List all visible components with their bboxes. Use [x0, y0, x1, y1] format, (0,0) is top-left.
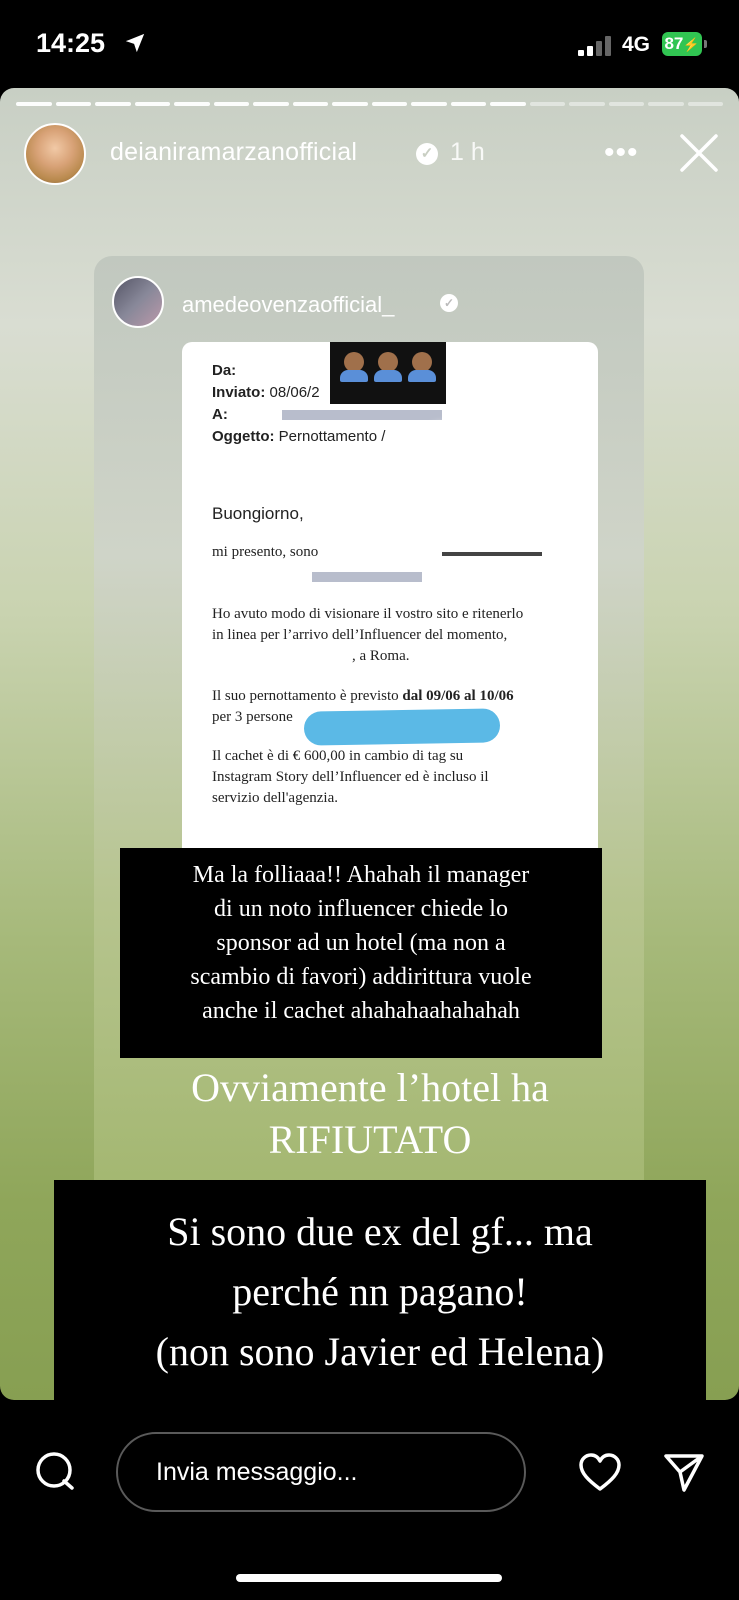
redaction-blur — [252, 360, 322, 378]
status-bar — [0, 0, 739, 88]
reshared-author-username[interactable]: amedeovenzaofficial_ — [182, 292, 395, 317]
more-icon[interactable]: ••• — [604, 136, 639, 169]
person-emoji-icon — [374, 352, 402, 382]
story-caption: Si sono due ex del gf... ma perché nn pagano! (non sono Javier ed Helena) — [54, 1180, 706, 1400]
emoji-sticker — [330, 342, 446, 404]
redaction-blur — [432, 430, 562, 448]
email-screenshot — [182, 342, 598, 858]
story-progress-bar — [16, 102, 723, 106]
email-subject: Oggetto: Pernottamento / — [212, 428, 386, 445]
battery-nub — [704, 40, 707, 48]
send-icon[interactable] — [662, 1450, 706, 1494]
email-paragraph-3: Il cachet è di € 600,00 in cambio di tag su Instagram Story dell’Influencer ed è incluso il servizio dell'agenzia. — [212, 748, 489, 806]
email-paragraph-1: Ho avuto modo di visionare il vostro sito e ritenerlo in linea per l’arrivo dell’Influencer del momento, , a Roma. — [212, 606, 524, 664]
verified-badge-icon: ✓ — [416, 143, 438, 165]
reply-bar — [0, 1400, 739, 1600]
story-time-ago: 1 h — [450, 138, 485, 166]
reshared-author-avatar[interactable] — [112, 276, 164, 328]
battery-icon: 87⚡ — [662, 32, 702, 56]
email-paragraph-2: Il suo pernottamento è previsto dal 09/06 al 10/06 per 3 persone — [212, 688, 514, 725]
redaction-blur — [462, 362, 582, 380]
author-avatar[interactable] — [24, 123, 86, 185]
message-input[interactable] — [116, 1432, 526, 1512]
redaction-pixels — [282, 410, 442, 420]
redaction-scribble — [304, 708, 501, 745]
location-arrow-icon — [124, 32, 146, 54]
heart-icon[interactable] — [578, 1452, 622, 1492]
email-greeting: Buongiorno, — [212, 504, 304, 523]
camera-icon[interactable] — [34, 1450, 76, 1492]
signal-icon — [578, 36, 614, 56]
person-emoji-icon — [340, 352, 368, 382]
status-time: 14:25 — [36, 28, 106, 58]
network-type: 4G — [622, 33, 651, 56]
author-username[interactable]: deianiramarzanofficial — [110, 138, 358, 166]
battery-level: 87 — [664, 34, 684, 53]
email-sent: Inviato: 08/06/2 — [212, 384, 320, 401]
email-from: Da: — [212, 362, 237, 379]
home-indicator[interactable] — [236, 1574, 502, 1582]
email-to: A: — [212, 406, 228, 423]
message-placeholder: Invia messaggio... — [156, 1458, 358, 1486]
redaction-pixels — [442, 552, 542, 556]
person-emoji-icon — [408, 352, 436, 382]
story-viewer[interactable] — [0, 88, 739, 1400]
email-line: mi presento, sono — [212, 544, 319, 560]
verified-badge-icon: ✓ — [440, 294, 458, 312]
redaction-pixels — [312, 572, 422, 582]
reshared-caption: Ma la folliaaa!! Ahahah il manager di un noto influencer chiede lo sponsor ad un hotel (ma non a scambio di favori) addirittura vuole anche il cachet ahahahaahahahah — [120, 848, 602, 1058]
close-icon[interactable] — [678, 132, 720, 174]
reshared-overlay-text: Ovviamente l’hotel ha RIFIUTATO — [191, 1065, 549, 1162]
